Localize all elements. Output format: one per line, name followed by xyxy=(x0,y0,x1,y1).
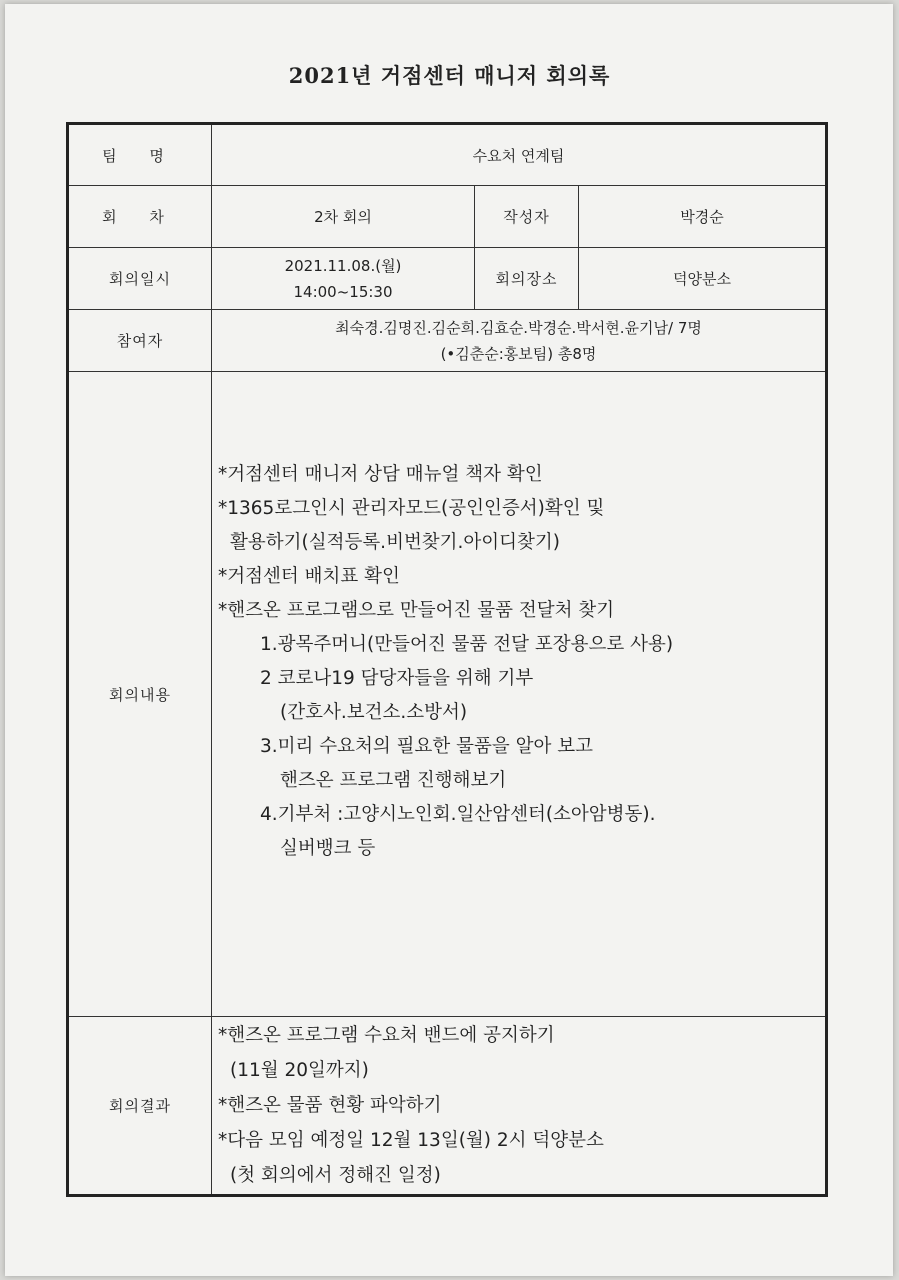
team-row xyxy=(68,124,827,186)
round-label: 회 차 xyxy=(68,186,212,248)
content-label: 회의내용 xyxy=(68,372,212,1017)
content-line: 4.기부처 :고양시노인회.일산암센터(소아암병동). xyxy=(260,804,656,825)
result-line: (첫 회의에서 정해진 일정) xyxy=(230,1165,441,1186)
content-row xyxy=(68,372,827,1017)
team-label: 팀 명 xyxy=(68,124,212,186)
attendees-label: 참여자 xyxy=(68,310,212,372)
content-line: 핸즈온 프로그램 진행해보기 xyxy=(280,770,507,791)
content-line: 1.광목주머니(만들어진 물품 전달 포장용으로 사용) xyxy=(260,634,674,655)
result-line: (11월 20일까지) xyxy=(230,1060,369,1081)
content-line: *거점센터 배치표 확인 xyxy=(218,566,400,587)
result-list xyxy=(212,1018,825,1193)
round-value: 2차 회의 xyxy=(212,186,475,248)
content-line: *1365로그인시 관리자모드(공인인증서)확인 및 xyxy=(218,498,605,519)
content-line: (간호사.보건소.소방서) xyxy=(280,702,468,723)
content-line: *핸즈온 프로그램으로 만들어진 물품 전달처 찾기 xyxy=(218,600,615,621)
writer-value: 박경순 xyxy=(579,186,827,248)
content-line: 2 코로나19 담당자들을 위해 기부 xyxy=(260,668,534,689)
attendees-row xyxy=(68,310,827,372)
attendees-line: (•김춘순:홍보팀) 총8명 xyxy=(440,344,597,363)
content-line: *거점센터 매니저 상담 매뉴얼 책자 확인 xyxy=(218,464,543,485)
result-row xyxy=(68,1017,827,1196)
place-label: 회의장소 xyxy=(475,248,579,310)
attendees-line: 최숙경.김명진.김순희.김효순.박경순.박서현.윤기남/ 7명 xyxy=(335,318,702,337)
content-line: 실버뱅크 등 xyxy=(280,838,376,859)
round-row xyxy=(68,186,827,248)
result-line: *다음 모임 예정일 12월 13일(월) 2시 덕양분소 xyxy=(218,1130,604,1151)
writer-label: 작성자 xyxy=(475,186,579,248)
datetime-value xyxy=(212,248,475,310)
content-list xyxy=(212,372,825,866)
content-line: 활용하기(실적등록.비번찾기.아이디찾기) xyxy=(230,532,561,553)
time-value: 14:00~15:30 xyxy=(293,282,393,301)
page-title: 2021년 거점센터 매니저 회의록 xyxy=(288,63,611,88)
datetime-label: 회의일시 xyxy=(68,248,212,310)
date-value: 2021.11.08.(월) xyxy=(284,256,402,275)
content-line: 3.미리 수요처의 필요한 물품을 알아 보고 xyxy=(260,736,593,757)
place-value: 덕양분소 xyxy=(579,248,827,310)
minutes-table xyxy=(66,122,828,1197)
result-label: 회의결과 xyxy=(68,1017,212,1196)
datetime-row xyxy=(68,248,827,310)
result-line: *핸즈온 물품 현황 파악하기 xyxy=(218,1095,442,1116)
team-value: 수요처 연계팀 xyxy=(212,124,827,186)
content-cell xyxy=(212,372,827,1017)
result-cell xyxy=(212,1017,827,1196)
attendees-value xyxy=(212,310,827,372)
result-line: *핸즈온 프로그램 수요처 밴드에 공지하기 xyxy=(218,1025,555,1046)
